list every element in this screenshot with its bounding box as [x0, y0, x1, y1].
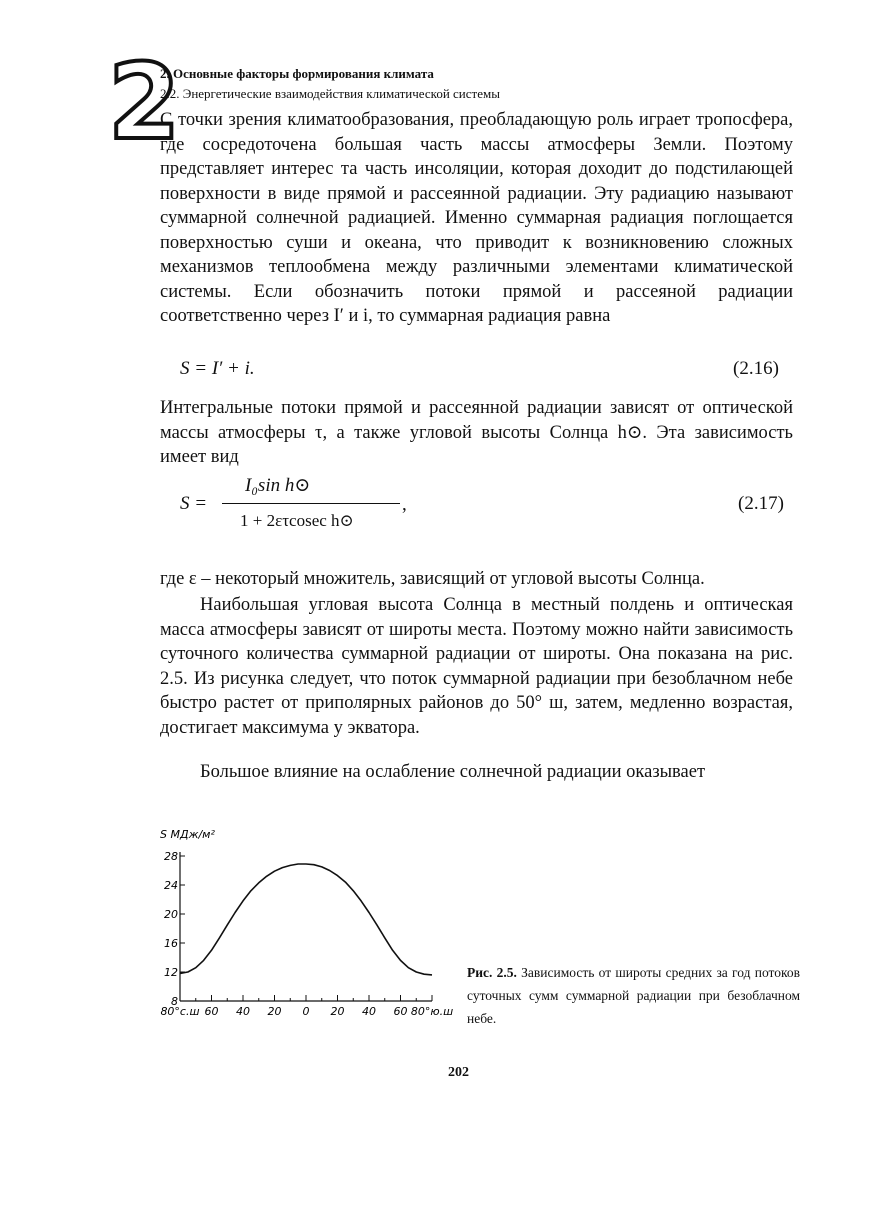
x-tick-label: 60 [393, 1005, 408, 1018]
y-tick-label: 28 [164, 850, 178, 863]
y-tick-label: 16 [164, 937, 178, 950]
x-tick-label: 20 [330, 1005, 345, 1018]
page-number: 202 [448, 1065, 469, 1080]
formula-2-16: S = I′ + i. [180, 358, 255, 379]
figure-caption-text: Зависимость от широты средних за год потоков суточных сумм суммарной радиации при безоблачном небе. [467, 965, 800, 1026]
y-tick-label: 24 [164, 879, 178, 892]
paragraph-1: С точки зрения климатообразования, преобладающую роль играет тропосфера, где сосредоточена большая часть массы атмосферы Земли. Поэтому представляет интерес та часть инсоляции, которая доходит до подстилающей поверхности в виде прямой и рассеянной радиации. Эту радиацию называют суммарной солнечной радиацией. Именно суммарная радиация поглощается поверхностью суши и океана, что приводит к возникновению сложных механизмов теплообмена между различными элементами климатической системы. Если обозначить потоки прямой и рассеяной радиации соответственно через I′ и i, то суммарная радиация равна [160, 110, 793, 326]
equation-number-2-16: (2.16) [733, 358, 779, 379]
figure-caption-label: Рис. 2.5. [467, 965, 517, 980]
x-tick-label: 20 [267, 1005, 282, 1018]
x-tick-label: 40 [236, 1005, 250, 1018]
y-axis-label: S МДж/м² [160, 828, 215, 841]
formula-2-17-lhs: S = [180, 493, 208, 514]
formula-2-17-denominator: 1 + 2ετcosec h⊙ [240, 511, 354, 530]
x-tick-label: 80°ю.ш [410, 1005, 454, 1018]
chapter-number: 2 [108, 41, 181, 163]
radiation-curve [180, 864, 432, 975]
x-tick-label: 40 [362, 1005, 376, 1018]
y-tick-label: 8 [171, 995, 178, 1008]
x-tick-label: 0 [302, 1005, 310, 1018]
y-tick-label: 12 [164, 966, 178, 979]
paragraph-2: Интегральные потоки прямой и рассеянной радиации зависят от оптической массы атмосферы τ, а также угловой высоты Солнца h⊙. Эта зависимость имеет вид [160, 398, 793, 467]
running-heading: 2. Основные факторы формирования климата [160, 66, 434, 81]
paragraph-5: Большое влияние на ослабление солнечной радиации оказывает [200, 762, 706, 782]
x-tick-label: 80°с.ш [160, 1005, 200, 1018]
paragraph-4: Наибольшая угловая высота Солнца в местный полдень и оптическая масса атмосферы зависят от широты места. Поэтому можно найти зависимость суточного количества суммарной радиации от широты. Она показана на рис. 2.5. Из рисунка следует, что поток суммарной радиации при безоблачном небе быстро растет от приполярных районов до 50° ш, затем, медленно возрастая, достигает максимума у экватора. [160, 595, 793, 738]
paragraph-3: где ε – некоторый множитель, зависящий от угловой высоты Солнца. [160, 569, 705, 589]
x-tick-label: 60 [204, 1005, 219, 1018]
equation-number-2-17: (2.17) [738, 493, 784, 514]
fraction-bar [222, 503, 400, 504]
running-subheading: 2.2. Энергетические взаимодействия климатической системы [160, 86, 500, 101]
figure-caption [467, 961, 800, 1030]
formula-2-17-comma: , [402, 494, 407, 515]
formula-2-17-numerator: I₀sin h⊙ [245, 475, 311, 496]
radiation-latitude-chart [160, 826, 460, 1036]
y-tick-label: 20 [164, 908, 178, 921]
